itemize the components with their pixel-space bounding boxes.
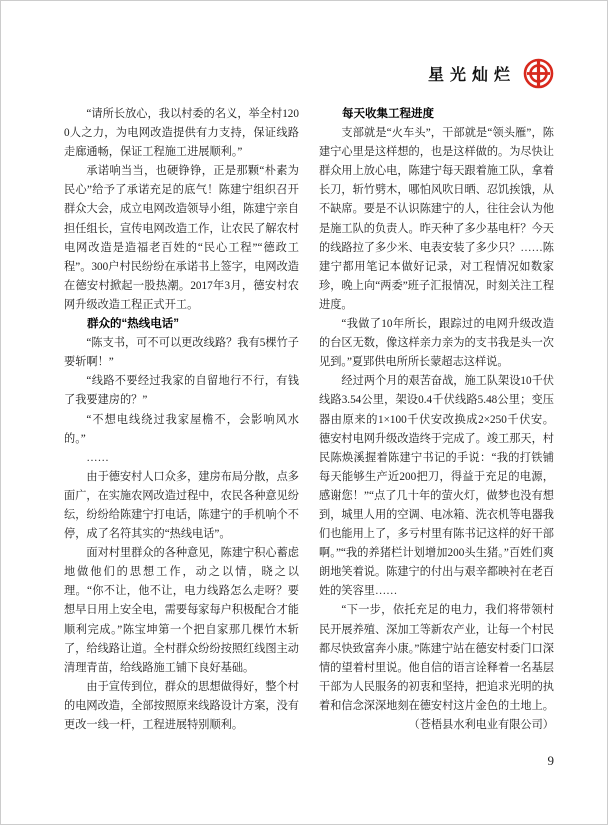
left-column <box>64 105 299 735</box>
article-body <box>64 105 554 735</box>
paragraph: 由于宣传到位，群众的思想做得好，整个村的电网改造，全部按照原来线路设计方案，没有更改一线一杆，工程进展特别顺利。 <box>64 680 299 731</box>
right-column <box>319 105 554 735</box>
paragraph: 承诺响当当，也硬铮铮，正是那颗“朴素为民心”给予了承诺充足的底气！陈建宁组织召开群众大会，成立电网改造领导小组，陈建宁亲自担任组长，宣传电网改造工作，让农民了解农村电网改造是造福老百姓的“民心工程”“德政工程”。300户村民纷纷在承诺书上签字，电网改造在德安村掀起一股热潮。2017年3月，德安村农网升级改造工程正式开工。 <box>64 165 299 311</box>
ellipsis-line: …… <box>86 451 109 464</box>
paragraph: 面对村里群众的各种意见，陈建宁积心蓄虑地做他们的思想工作，动之以情，晓之以理。“你不让，他不让，电力线路怎么走呀？要想早日用上安全电，需要每家每户积极配合才能顺利完成。”陈宝坤第一个把自家那几棵竹木斩了，给线路让道。全村群众纷纷按照红线图主动清理青苗，给线路施工铺下良好基础。 <box>64 547 299 674</box>
page-header <box>64 51 554 95</box>
page-title: 星光灿烂 <box>427 66 516 84</box>
paragraph: “我做了10年所长，跟踪过的电网升级改造的台区无数，像这样亲力亲为的支书我是头一次见到。”夏郢供电所所长蒙超志这样说。 <box>319 318 554 369</box>
page-number: 9 <box>547 753 554 768</box>
author-attribution: （苍梧县水利电业有限公司） <box>408 719 554 731</box>
paragraph: “请所长放心，我以村委的名义，举全村1200人之力，为电网改造提供有力支持，保证线路走廊通畅，保证工程施工进展顺利。” <box>64 108 299 159</box>
paragraph: “陈支书，可不可以更改线路？我有5棵竹子要斩啊！” <box>64 337 299 369</box>
section-heading-hotline: 群众的“热线电话” <box>87 318 179 331</box>
paragraph: 支部就是“火车头”，干部就是“领头雁”，陈建宁心里是这样想的，也是这样做的。为尽快让群众用上放心电，陈建宁每天跟着施工队，拿着长刀，斩竹劈木，哪怕风吹日晒、忍饥挨饿，从不缺席。要是不认识陈建宁的人，往往会认为他是施工队的负责人。昨天种了多少基电杆？今天的线路拉了多少米、电表安装了多少只？……陈建宁都用笔记本做好记录，对工程情况如数家珍，晚上向“两委”班子汇报情况，时刻关注工程进度。 <box>319 127 554 311</box>
paragraph: “下一步，依托充足的电力，我们将带领村民开展养殖、深加工等新农产业，让每一个村民都尽快致富奔小康。”陈建宁站在德安村委门口深情的望着村里说。他自信的语言诠释着一名基层干部为人民服务的初衷和坚持，把追求光明的执着和信念深深地刻在德安村这片金色的土地上。 <box>319 604 554 712</box>
paragraph: “不想电线绕过我家屋檐不，会影响风水的。” <box>64 413 299 445</box>
paragraph: 经过两个月的艰苦奋战，施工队架设10千伏线路3.54公里，架设0.4千伏线路5.48公里；变压器由原来的1×100千伏安改换成2×250千伏安。德安村电网升级改造终于完成了。竣工那天，村民陈焕溪握着陈建宁书记的手说：“我的打铁铺每天能够生产近200把刀，得益于充足的电源，感谢您！”“点了几十年的萤火灯，做梦也没有想到，城里人用的空调、电冰箱、洗衣机等电器我们也能用上了，多亏村里有陈书记这样的好干部啊。”“我的养猪栏计划增加200头生猪。”百姓们爽朗地笑着说。陈建宁的付出与艰辛都映衬在老百姓的笑容里…… <box>319 375 554 598</box>
trade-union-emblem-icon <box>523 58 554 89</box>
section-heading-progress: 每天收集工程进度 <box>342 108 434 120</box>
paragraph: 由于德安村人口众多，建房布局分散，点多面广，在实施农网改造过程中，农民各种意见纷纭，纷纷给陈建宁打电话，陈建宁的手机响个不停，成了名符其实的“热线电话”。 <box>64 470 299 541</box>
paragraph: “线路不要经过我家的自留地行不行，有钱了我要建房的？” <box>64 375 299 407</box>
